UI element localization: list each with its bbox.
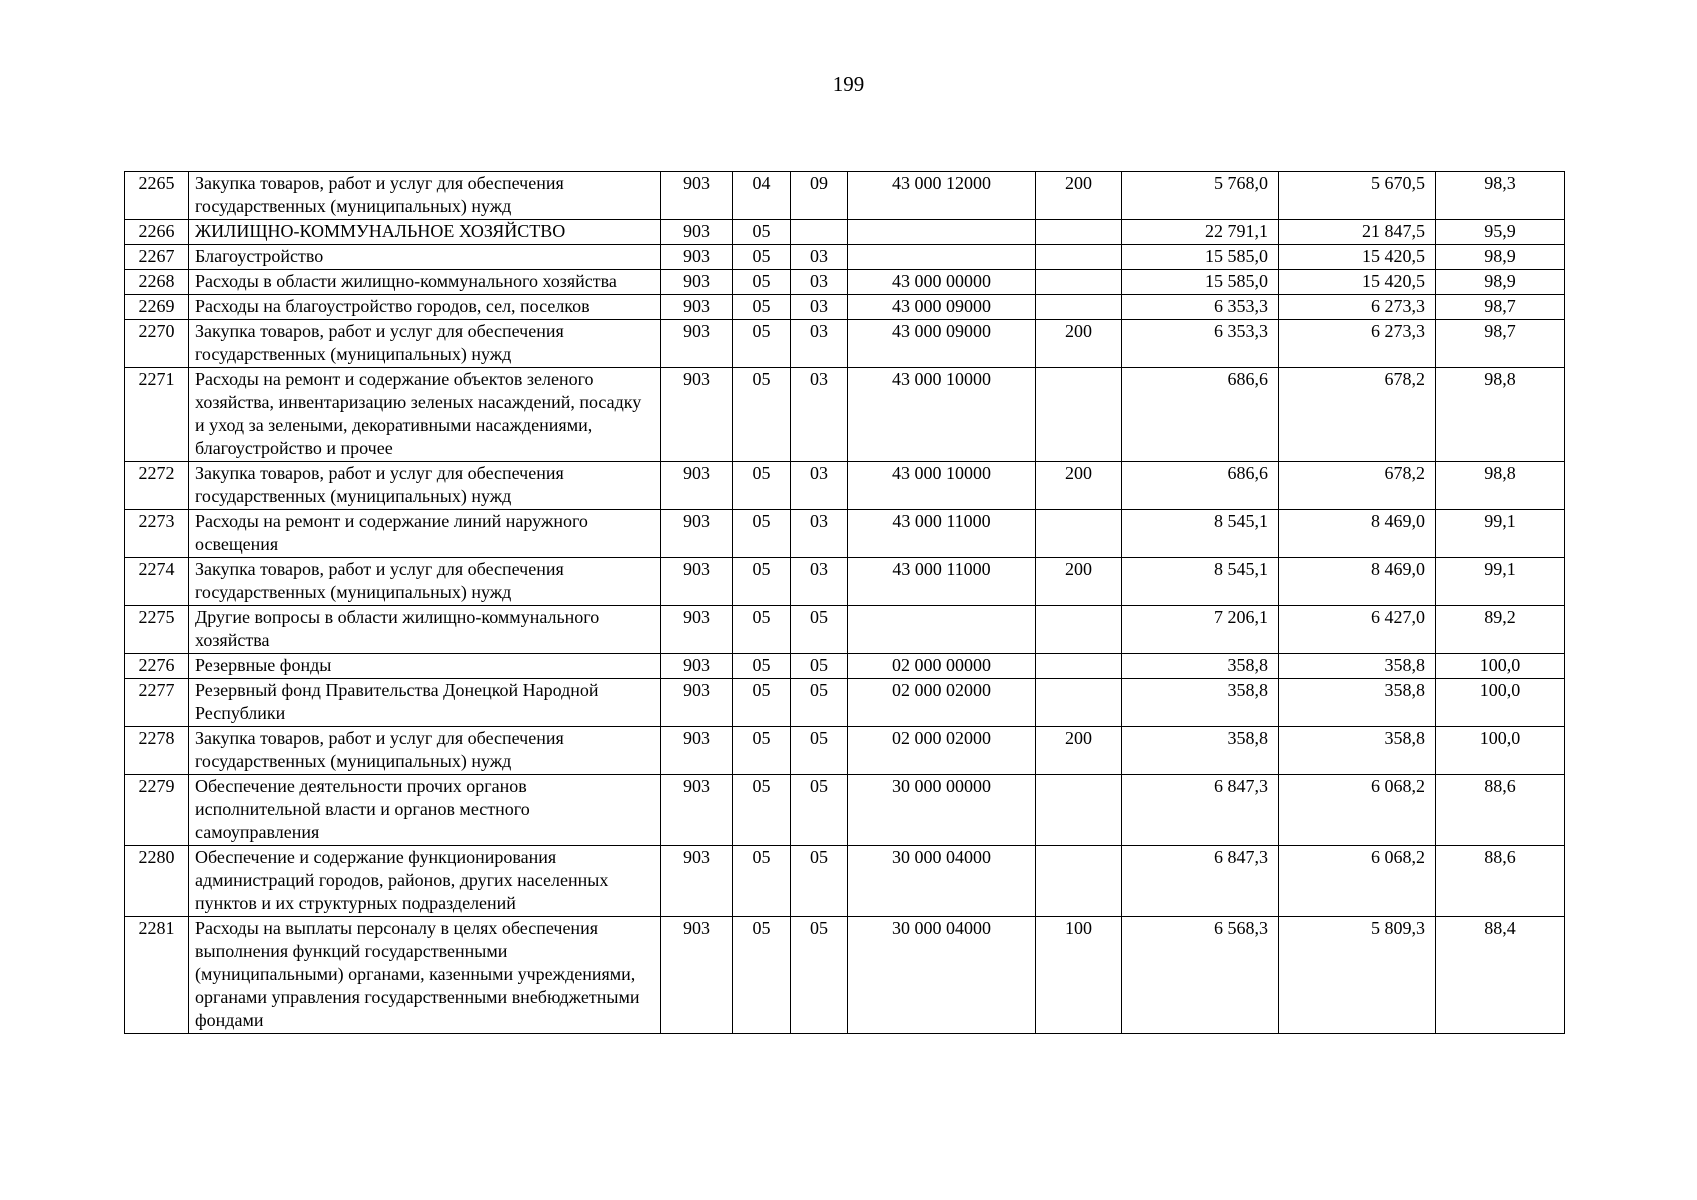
page-number: 199 [832, 72, 865, 96]
table-row [125, 654, 1565, 679]
execution-percent-cell: 88,6 [1436, 775, 1565, 846]
execution-percent-cell: 100,0 [1436, 654, 1565, 679]
row-number-cell: 2268 [125, 270, 189, 295]
department-code-cell: 903 [661, 295, 733, 320]
section-code-cell: 04 [733, 172, 791, 220]
row-number-cell: 2271 [125, 368, 189, 462]
planned-amount-cell: 686,6 [1122, 368, 1279, 462]
expense-type-code-cell: 200 [1036, 727, 1122, 775]
department-code-cell: 903 [661, 510, 733, 558]
target-article-code-cell: 43 000 09000 [848, 320, 1036, 368]
actual-amount-cell: 358,8 [1279, 654, 1436, 679]
section-code-cell: 05 [733, 368, 791, 462]
section-code-cell: 05 [733, 245, 791, 270]
section-code-cell: 05 [733, 462, 791, 510]
expense-name-cell: Другие вопросы в области жилищно-коммунального хозяйства [189, 606, 661, 654]
expense-name-cell: Резервный фонд Правительства Донецкой Народной Республики [189, 679, 661, 727]
subsection-code-cell: 05 [791, 846, 848, 917]
table-row [125, 295, 1565, 320]
expense-type-code-cell [1036, 775, 1122, 846]
subsection-code-cell [791, 220, 848, 245]
target-article-code-cell: 43 000 11000 [848, 558, 1036, 606]
subsection-code-cell: 03 [791, 295, 848, 320]
section-code-cell: 05 [733, 727, 791, 775]
department-code-cell: 903 [661, 462, 733, 510]
row-number-cell: 2279 [125, 775, 189, 846]
section-code-cell: 05 [733, 679, 791, 727]
row-number-cell: 2265 [125, 172, 189, 220]
expense-type-code-cell [1036, 606, 1122, 654]
target-article-code-cell: 43 000 10000 [848, 368, 1036, 462]
execution-percent-cell: 98,9 [1436, 245, 1565, 270]
table-row [125, 368, 1565, 462]
expense-name-cell: Расходы на выплаты персоналу в целях обеспечения выполнения функций государственными (муниципальными) органами, казенными учреждениями, органами управления государственными внебюджетными фондами [189, 917, 661, 1034]
planned-amount-cell: 6 847,3 [1122, 846, 1279, 917]
department-code-cell: 903 [661, 558, 733, 606]
section-code-cell: 05 [733, 270, 791, 295]
expense-name-cell: Обеспечение деятельности прочих органов исполнительной власти и органов местного самоуправления [189, 775, 661, 846]
subsection-code-cell: 03 [791, 245, 848, 270]
execution-percent-cell: 98,7 [1436, 295, 1565, 320]
row-number-cell: 2281 [125, 917, 189, 1034]
actual-amount-cell: 5 670,5 [1279, 172, 1436, 220]
target-article-code-cell [848, 245, 1036, 270]
expense-type-code-cell [1036, 679, 1122, 727]
actual-amount-cell: 358,8 [1279, 679, 1436, 727]
section-code-cell: 05 [733, 320, 791, 368]
section-code-cell: 05 [733, 846, 791, 917]
execution-percent-cell: 98,8 [1436, 368, 1565, 462]
planned-amount-cell: 15 585,0 [1122, 270, 1279, 295]
expense-type-code-cell [1036, 245, 1122, 270]
expense-type-code-cell [1036, 846, 1122, 917]
department-code-cell: 903 [661, 679, 733, 727]
actual-amount-cell: 21 847,5 [1279, 220, 1436, 245]
expense-name-cell: Благоустройство [189, 245, 661, 270]
section-code-cell: 05 [733, 775, 791, 846]
department-code-cell: 903 [661, 654, 733, 679]
section-code-cell: 05 [733, 510, 791, 558]
row-number-cell: 2276 [125, 654, 189, 679]
actual-amount-cell: 678,2 [1279, 368, 1436, 462]
expense-name-cell: Обеспечение и содержание функционирования администраций городов, районов, других населенных пунктов и их структурных подразделений [189, 846, 661, 917]
target-article-code-cell: 43 000 10000 [848, 462, 1036, 510]
department-code-cell: 903 [661, 172, 733, 220]
target-article-code-cell: 30 000 00000 [848, 775, 1036, 846]
row-number-cell: 2278 [125, 727, 189, 775]
subsection-code-cell: 05 [791, 606, 848, 654]
department-code-cell: 903 [661, 917, 733, 1034]
subsection-code-cell: 05 [791, 775, 848, 846]
row-number-cell: 2280 [125, 846, 189, 917]
table-row [125, 558, 1565, 606]
expense-type-code-cell [1036, 295, 1122, 320]
expense-type-code-cell [1036, 270, 1122, 295]
target-article-code-cell: 43 000 12000 [848, 172, 1036, 220]
actual-amount-cell: 15 420,5 [1279, 270, 1436, 295]
department-code-cell: 903 [661, 270, 733, 295]
row-number-cell: 2274 [125, 558, 189, 606]
planned-amount-cell: 8 545,1 [1122, 510, 1279, 558]
expense-name-cell: Закупка товаров, работ и услуг для обеспечения государственных (муниципальных) нужд [189, 727, 661, 775]
table-body [125, 172, 1565, 1034]
section-code-cell: 05 [733, 558, 791, 606]
expense-name-cell: Закупка товаров, работ и услуг для обеспечения государственных (муниципальных) нужд [189, 172, 661, 220]
expense-name-cell: Закупка товаров, работ и услуг для обеспечения государственных (муниципальных) нужд [189, 462, 661, 510]
execution-percent-cell: 98,9 [1436, 270, 1565, 295]
actual-amount-cell: 15 420,5 [1279, 245, 1436, 270]
planned-amount-cell: 6 353,3 [1122, 320, 1279, 368]
execution-percent-cell: 100,0 [1436, 679, 1565, 727]
actual-amount-cell: 5 809,3 [1279, 917, 1436, 1034]
department-code-cell: 903 [661, 775, 733, 846]
planned-amount-cell: 22 791,1 [1122, 220, 1279, 245]
actual-amount-cell: 8 469,0 [1279, 558, 1436, 606]
expense-name-cell: Резервные фонды [189, 654, 661, 679]
section-code-cell: 05 [733, 606, 791, 654]
table-row [125, 775, 1565, 846]
expense-name-cell: Расходы на благоустройство городов, сел, поселков [189, 295, 661, 320]
budget-table [124, 171, 1565, 1034]
target-article-code-cell: 30 000 04000 [848, 846, 1036, 917]
expense-name-cell: ЖИЛИЩНО-КОММУНАЛЬНОЕ ХОЗЯЙСТВО [189, 220, 661, 245]
department-code-cell: 903 [661, 245, 733, 270]
execution-percent-cell: 98,3 [1436, 172, 1565, 220]
planned-amount-cell: 358,8 [1122, 679, 1279, 727]
planned-amount-cell: 7 206,1 [1122, 606, 1279, 654]
target-article-code-cell: 43 000 09000 [848, 295, 1036, 320]
expense-name-cell: Закупка товаров, работ и услуг для обеспечения государственных (муниципальных) нужд [189, 320, 661, 368]
actual-amount-cell: 6 427,0 [1279, 606, 1436, 654]
actual-amount-cell: 6 068,2 [1279, 775, 1436, 846]
planned-amount-cell: 6 353,3 [1122, 295, 1279, 320]
section-code-cell: 05 [733, 654, 791, 679]
subsection-code-cell: 09 [791, 172, 848, 220]
target-article-code-cell: 02 000 02000 [848, 727, 1036, 775]
section-code-cell: 05 [733, 220, 791, 245]
actual-amount-cell: 6 273,3 [1279, 295, 1436, 320]
subsection-code-cell: 03 [791, 462, 848, 510]
table-row [125, 917, 1565, 1034]
subsection-code-cell: 03 [791, 270, 848, 295]
subsection-code-cell: 03 [791, 558, 848, 606]
target-article-code-cell: 02 000 02000 [848, 679, 1036, 727]
row-number-cell: 2277 [125, 679, 189, 727]
planned-amount-cell: 8 545,1 [1122, 558, 1279, 606]
expense-type-code-cell [1036, 654, 1122, 679]
table-row [125, 846, 1565, 917]
execution-percent-cell: 95,9 [1436, 220, 1565, 245]
table-row [125, 220, 1565, 245]
actual-amount-cell: 358,8 [1279, 727, 1436, 775]
planned-amount-cell: 6 568,3 [1122, 917, 1279, 1034]
expense-type-code-cell [1036, 368, 1122, 462]
planned-amount-cell: 358,8 [1122, 727, 1279, 775]
actual-amount-cell: 6 273,3 [1279, 320, 1436, 368]
target-article-code-cell: 30 000 04000 [848, 917, 1036, 1034]
subsection-code-cell: 05 [791, 727, 848, 775]
table-row [125, 606, 1565, 654]
expense-name-cell: Закупка товаров, работ и услуг для обеспечения государственных (муниципальных) нужд [189, 558, 661, 606]
execution-percent-cell: 100,0 [1436, 727, 1565, 775]
expense-type-code-cell [1036, 220, 1122, 245]
table-row [125, 320, 1565, 368]
department-code-cell: 903 [661, 368, 733, 462]
execution-percent-cell: 98,7 [1436, 320, 1565, 368]
target-article-code-cell [848, 220, 1036, 245]
row-number-cell: 2275 [125, 606, 189, 654]
planned-amount-cell: 358,8 [1122, 654, 1279, 679]
department-code-cell: 903 [661, 727, 733, 775]
section-code-cell: 05 [733, 917, 791, 1034]
department-code-cell: 903 [661, 606, 733, 654]
row-number-cell: 2272 [125, 462, 189, 510]
department-code-cell: 903 [661, 220, 733, 245]
actual-amount-cell: 8 469,0 [1279, 510, 1436, 558]
planned-amount-cell: 686,6 [1122, 462, 1279, 510]
expense-type-code-cell: 100 [1036, 917, 1122, 1034]
actual-amount-cell: 678,2 [1279, 462, 1436, 510]
target-article-code-cell [848, 606, 1036, 654]
execution-percent-cell: 99,1 [1436, 510, 1565, 558]
expense-name-cell: Расходы в области жилищно-коммунального хозяйства [189, 270, 661, 295]
subsection-code-cell: 03 [791, 510, 848, 558]
department-code-cell: 903 [661, 320, 733, 368]
execution-percent-cell: 88,6 [1436, 846, 1565, 917]
expense-type-code-cell: 200 [1036, 558, 1122, 606]
department-code-cell: 903 [661, 846, 733, 917]
row-number-cell: 2269 [125, 295, 189, 320]
expense-name-cell: Расходы на ремонт и содержание объектов зеленого хозяйства, инвентаризацию зеленых насаждений, посадку и уход за зелеными, декоративными насаждениями, благоустройство и прочее [189, 368, 661, 462]
row-number-cell: 2266 [125, 220, 189, 245]
expense-name-cell: Расходы на ремонт и содержание линий наружного освещения [189, 510, 661, 558]
table-row [125, 172, 1565, 220]
subsection-code-cell: 05 [791, 917, 848, 1034]
row-number-cell: 2270 [125, 320, 189, 368]
target-article-code-cell: 02 000 00000 [848, 654, 1036, 679]
execution-percent-cell: 98,8 [1436, 462, 1565, 510]
expense-type-code-cell [1036, 510, 1122, 558]
execution-percent-cell: 88,4 [1436, 917, 1565, 1034]
subsection-code-cell: 05 [791, 679, 848, 727]
subsection-code-cell: 03 [791, 320, 848, 368]
subsection-code-cell: 03 [791, 368, 848, 462]
row-number-cell: 2273 [125, 510, 189, 558]
table-row [125, 679, 1565, 727]
section-code-cell: 05 [733, 295, 791, 320]
table-row [125, 462, 1565, 510]
table-row [125, 727, 1565, 775]
table-row [125, 245, 1565, 270]
planned-amount-cell: 5 768,0 [1122, 172, 1279, 220]
target-article-code-cell: 43 000 11000 [848, 510, 1036, 558]
subsection-code-cell: 05 [791, 654, 848, 679]
target-article-code-cell: 43 000 00000 [848, 270, 1036, 295]
actual-amount-cell: 6 068,2 [1279, 846, 1436, 917]
execution-percent-cell: 99,1 [1436, 558, 1565, 606]
row-number-cell: 2267 [125, 245, 189, 270]
table-row [125, 270, 1565, 295]
expense-type-code-cell: 200 [1036, 462, 1122, 510]
planned-amount-cell: 15 585,0 [1122, 245, 1279, 270]
execution-percent-cell: 89,2 [1436, 606, 1565, 654]
table-row [125, 510, 1565, 558]
planned-amount-cell: 6 847,3 [1122, 775, 1279, 846]
expense-type-code-cell: 200 [1036, 172, 1122, 220]
expense-type-code-cell: 200 [1036, 320, 1122, 368]
